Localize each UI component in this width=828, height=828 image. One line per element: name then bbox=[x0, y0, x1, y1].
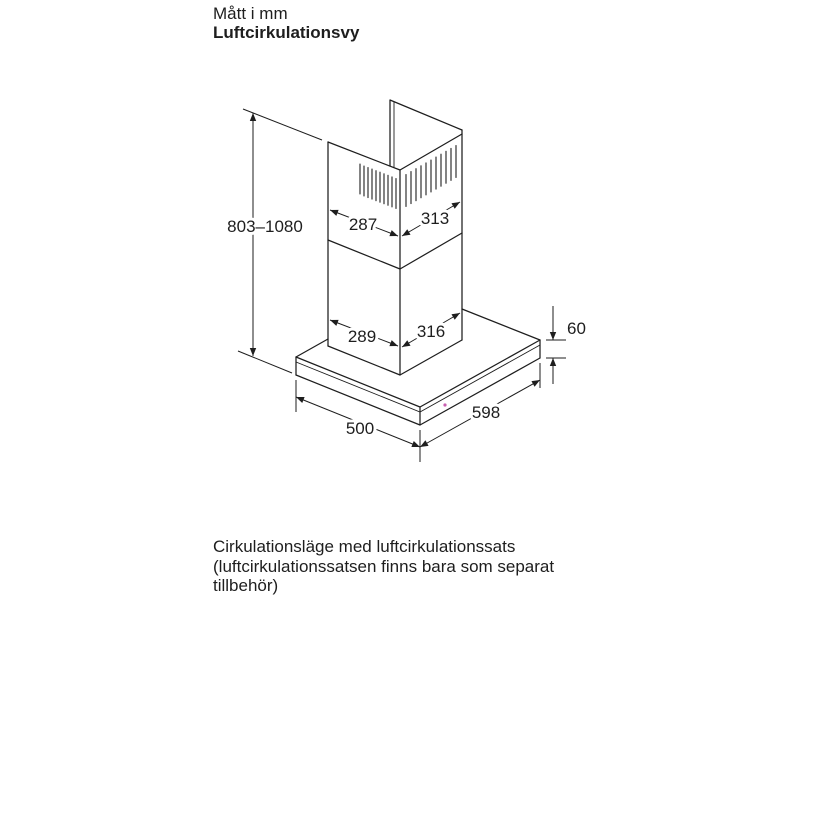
upper-chimney-top-edges bbox=[328, 134, 462, 170]
lower-chimney bbox=[328, 233, 462, 375]
height-extension-bottom bbox=[238, 351, 292, 373]
thickness-label: 60 bbox=[567, 319, 586, 338]
canopy-back-right-edge bbox=[462, 309, 540, 340]
lower-width-label: 316 bbox=[416, 322, 446, 341]
caption bbox=[213, 537, 554, 596]
canopy-back-left-edge bbox=[296, 339, 328, 357]
upper-width-label: 313 bbox=[420, 209, 450, 228]
width-label: 598 bbox=[471, 403, 501, 422]
depth-label: 500 bbox=[345, 419, 375, 438]
dimension-upper-chimney bbox=[330, 202, 460, 236]
canopy-top-front-edges bbox=[296, 340, 540, 407]
upper-chimney bbox=[328, 100, 462, 209]
dimension-total-height bbox=[227, 109, 322, 373]
caption-line: Cirkulationsläge med luftcirkulationssats bbox=[213, 537, 516, 556]
dimension-canopy-thickness bbox=[546, 306, 586, 384]
lower-depth-label: 289 bbox=[347, 327, 377, 346]
vent-slots-left bbox=[360, 164, 396, 209]
height-label: 803–1080 bbox=[227, 217, 303, 236]
dimension-lower-chimney bbox=[330, 313, 460, 347]
caption-line: tillbehör) bbox=[213, 576, 279, 595]
lower-chimney-top-edges bbox=[328, 233, 462, 269]
canopy-bottom-edges bbox=[296, 358, 540, 425]
caption-line: (luftcirkulationssatsen finns bara som separat bbox=[213, 556, 555, 576]
units-note: Mått i mm bbox=[213, 4, 288, 23]
height-extension-top bbox=[243, 109, 322, 140]
upper-depth-label: 287 bbox=[348, 215, 378, 234]
vent-slots-right bbox=[406, 146, 456, 207]
indicator-light bbox=[443, 403, 446, 406]
view-title: Luftcirkulationsvy bbox=[213, 23, 360, 42]
